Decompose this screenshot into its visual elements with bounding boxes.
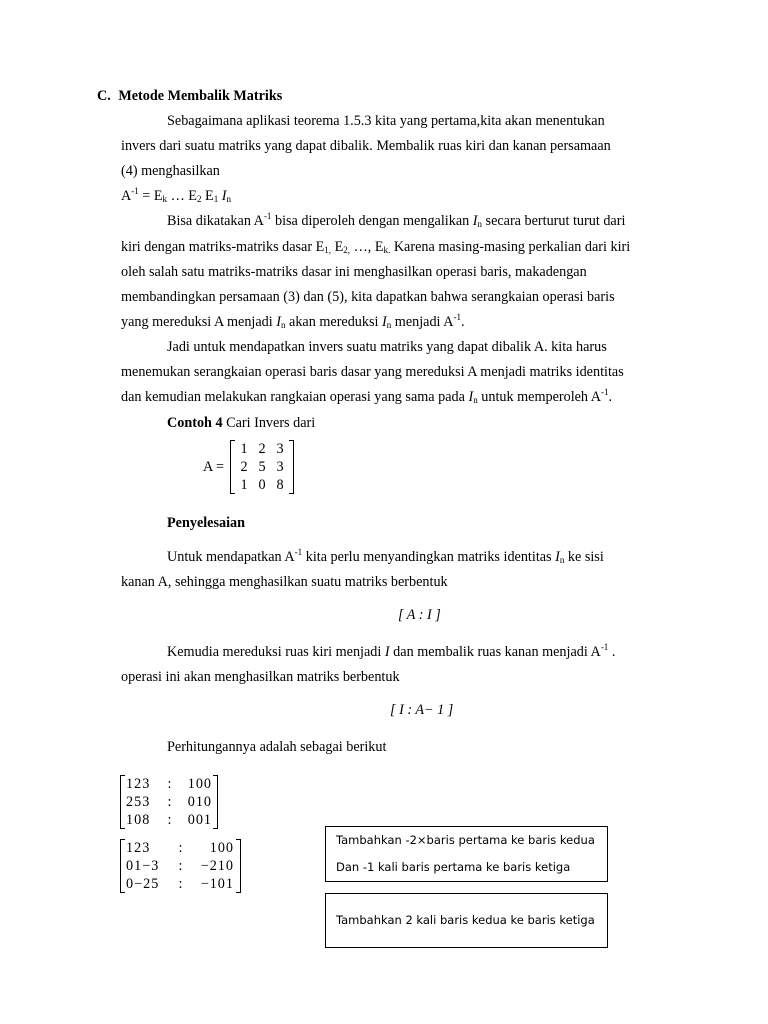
- augmented-left: 123: [126, 776, 151, 792]
- para1-line2: invers dari suatu matriks yang dapat dibalik. Membalik ruas kiri dan kanan persamaan: [121, 138, 611, 154]
- matrix-row: [235, 440, 293, 458]
- matrix-cell: 2: [240, 459, 248, 475]
- row-operation-note-2: [325, 893, 608, 948]
- matrix-row: [235, 476, 293, 494]
- matrix-lhs: A =: [203, 459, 225, 475]
- note1-line2: Dan -1 kali baris pertama ke baris ketiga: [336, 860, 571, 874]
- para2-line3: oleh salah satu matriks-matriks dasar ini menghasilkan operasi baris, makadengan: [121, 264, 587, 280]
- para4-line1: Untuk mendapatkan $A^{-1}$ kita perlu menyandingkan matriks identitas $I_n$ ke sisi: [167, 547, 604, 565]
- note1-line1: Tambahkan -2×baris pertama ke baris kedua: [336, 833, 595, 847]
- augmented-right: 100: [209, 840, 234, 856]
- matrix-a: [230, 440, 294, 494]
- augmented-right: −210: [200, 858, 234, 874]
- matrix-cell: 8: [276, 477, 284, 493]
- augmented-row: [126, 811, 217, 829]
- example-heading: [167, 415, 315, 432]
- augmented-right: −101: [200, 876, 234, 892]
- augmented-row: [126, 775, 217, 793]
- note2-line1: Tambahkan 2 kali baris kedua ke baris ketiga: [336, 913, 595, 927]
- augmented-sep: :: [178, 840, 184, 856]
- augmented-row: [126, 875, 240, 893]
- augmented-right: 001: [187, 812, 212, 828]
- augmented-row: [126, 793, 217, 811]
- para5-line2: operasi ini akan menghasilkan matriks berbentuk: [121, 669, 400, 685]
- para5-line1: Kemudia mereduksi ruas kiri menjadi I dan membalik ruas kanan menjadi $A^{-1}$ .: [167, 642, 616, 660]
- augmented-left: 01−3: [126, 858, 160, 874]
- augmented-sep: :: [178, 876, 184, 892]
- equation-i-ainv: [ I : A− 1 ]: [390, 702, 454, 718]
- augmented-left: 253: [126, 794, 151, 810]
- para4-line2: kanan A, sehingga menghasilkan suatu matriks berbentuk: [121, 574, 448, 590]
- inverse-formula: $A^{-1} = E_k$ … $E_2$ $E_1$ $I_n$: [121, 186, 231, 204]
- matrix-cell: 5: [258, 459, 266, 475]
- matrix-cell: 2: [258, 441, 266, 457]
- example-label: Contoh 4: [167, 415, 223, 431]
- augmented-left: 108: [126, 812, 151, 828]
- para2-line5: yang mereduksi A menjadi $I_n$ akan mereduksi $I_n$ menjadi $A^{-1}$.: [121, 312, 465, 330]
- solution-heading: Penyelesaian: [167, 515, 246, 531]
- matrix-cell: 3: [276, 459, 284, 475]
- section-letter: C.: [97, 88, 111, 104]
- example-text: Cari Invers dari: [222, 415, 316, 431]
- equation-a-i: [ A : I ]: [398, 607, 441, 623]
- matrix-cell: 1: [240, 441, 248, 457]
- augmented-left: 0−25: [126, 876, 160, 892]
- para2-line4: membandingkan persamaan (3) dan (5), kita dapatkan bahwa serangkaian operasi baris: [121, 289, 615, 305]
- para2-line1: Bisa dikatakan $A^{-1}$ bisa diperoleh dengan mengalikan $I_n$ secara berturut turut dari: [167, 211, 626, 229]
- augmented-right: 100: [187, 776, 212, 792]
- para1-line3: (4) menghasilkan: [121, 163, 220, 179]
- para3-line1: Jadi untuk mendapatkan invers suatu matriks yang dapat dibalik A. kita harus: [167, 339, 607, 355]
- augmented-sep: :: [167, 812, 173, 828]
- para3-line2: menemukan serangkaian operasi baris dasar yang mereduksi A menjadi matriks identitas: [121, 364, 624, 380]
- para6: Perhitungannya adalah sebagai berikut: [167, 739, 387, 755]
- matrix-cell: 3: [276, 441, 284, 457]
- augmented-row: [126, 857, 240, 875]
- augmented-sep: :: [167, 794, 173, 810]
- augmented-row: [126, 839, 240, 857]
- augmented-matrix-2: [120, 839, 241, 893]
- section-title: Metode Membalik Matriks: [118, 88, 283, 104]
- row-operation-note-1: [325, 826, 608, 882]
- section-heading: [97, 88, 282, 105]
- augmented-sep: :: [178, 858, 184, 874]
- augmented-left: 123: [126, 840, 151, 856]
- para1-line1: Sebagaimana aplikasi teorema 1.5.3 kita yang pertama,kita akan menentukan: [167, 113, 605, 129]
- augmented-right: 010: [187, 794, 212, 810]
- matrix-cell: 1: [240, 477, 248, 493]
- para2-line2: kiri dengan matriks-matriks dasar $E_{1,}$ $E_{2,}$ …, $E_{k.}$ Karena masing-masing perkalian dari kiri: [121, 239, 631, 255]
- para3-line3: dan kemudian melakukan rangkaian operasi yang sama pada $I_n$ untuk memperoleh $A^{-1}$.: [121, 387, 613, 405]
- augmented-sep: :: [167, 776, 173, 792]
- matrix-cell: 0: [258, 477, 266, 493]
- augmented-matrix-1: [120, 775, 218, 829]
- matrix-row: [235, 458, 293, 476]
